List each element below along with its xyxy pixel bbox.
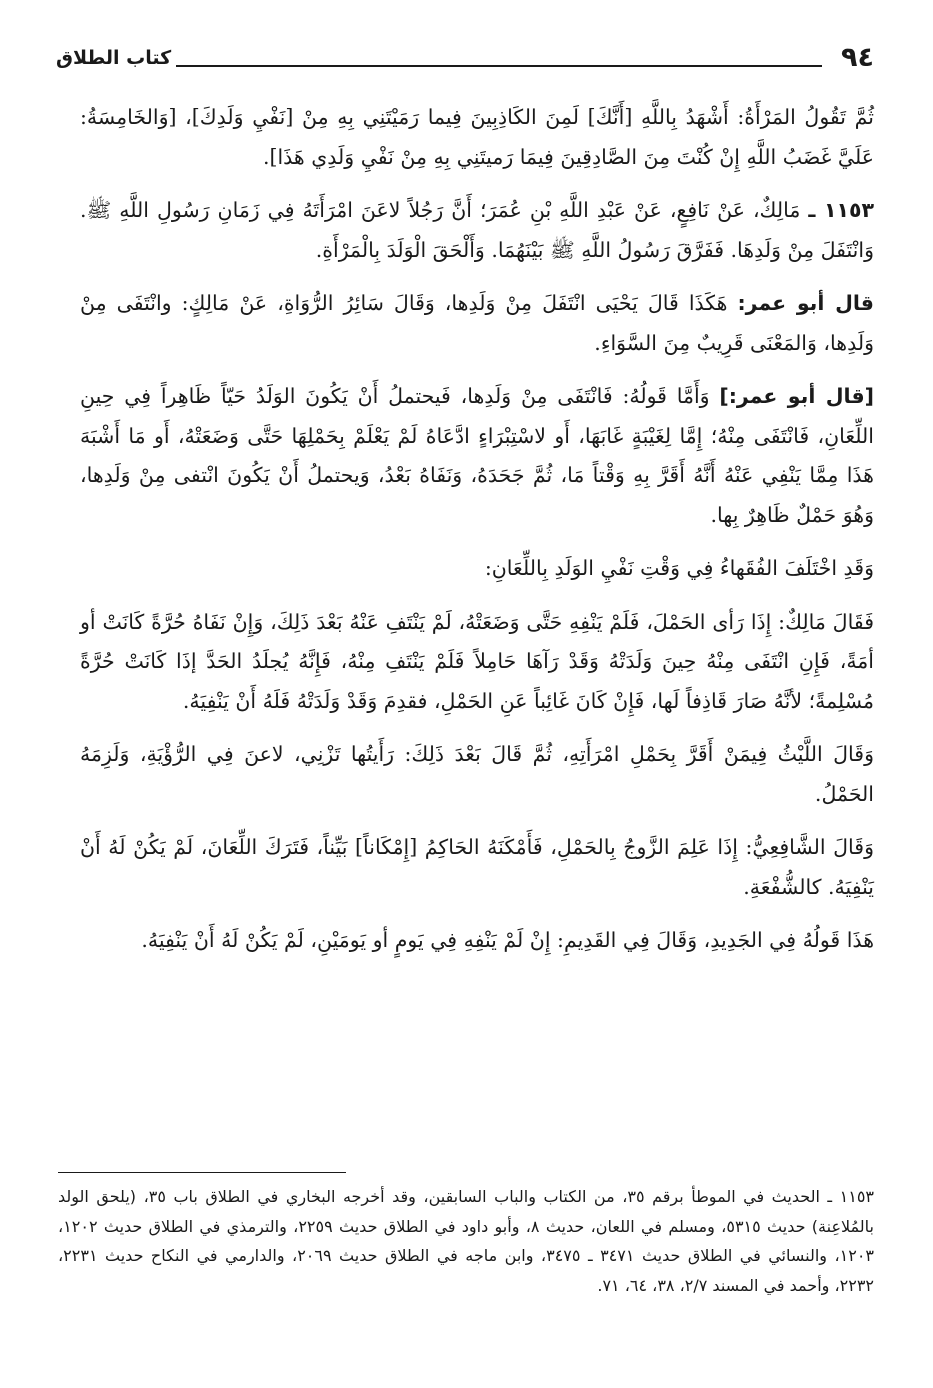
paragraph (80, 735, 874, 814)
paragraph (80, 828, 874, 907)
paragraph-text: ثُمَّ تَقُولُ المَرْأَةُ: أَشْهَدُ بِاللَّهِ [أَنَّكَ] لَمِنَ الكَاذِبِينَ فِيما رَمَيْتَنِي بِهِ مِنْ [نَفْيِ وَلَدِكَ]، [وَالخَامِسَةُ: عَلَيَّ غَضَبُ اللَّهِ إِنْ كُنْتَ مِنَ الصَّادِقِينَ فِيمَا رَميتَنِي بِهِ مِنْ نَفْيِ وَلَدِي هَذَا]. (80, 105, 874, 169)
footnote: ١١٥٣ ـ الحديث في الموطأ برقم ٣٥، من الكتاب والباب السابقين، وقد أخرجه البخاري في الطلاق باب ٣٥، (يلحق الولد بالمُلاعِنة) حديث ٥٣١٥، ومسلم في اللعان، حديث ٨، وأبو داود في الطلاق حديث ٢٢٥٩، والترمذي في الطلاق حديث ١٢٠٢، ١٢٠٣، والنسائي في الطلاق حديث ٣٤٧١ ـ ٣٤٧٥، وابن ماجه في الطلاق حديث ٢٠٦٩، والدارمي في النكاح حديث ٢٢٣١، ٢٢٣٢، وأحمد في المسند ٢/٧، ٣٨، ٦٤، ٧١. (58, 1187, 875, 1295)
hadith-paragraph (80, 191, 874, 270)
paragraph-text: وَقَالَ اللَّيْثُ فِيمَنْ أَقَرَّ بِحَمْلِ امْرَأَتِهِ، ثُمَّ قَالَ بَعْدَ ذَلِكَ: رَأَيتُها تَزْنِي، لاعنَ فِي الرُّؤْيَةِ، وَلَزِمَهُ الحَمْلُ. (80, 742, 874, 806)
paragraph-text: فَقَالَ مَالِكٌ: إِذَا رَأى الحَمْلَ، فَلَمْ يَنْفِهِ حَتَّى وَضَعَتْهُ، لَمْ يَنْتَفِ عَنْهُ بَعْدَ ذَلِكَ، وَإِنْ نَفَاهُ حُرَّةً كَانَتْ أو أمَةً، فَإِنِ انْتَفَى مِنْهُ حِينَ وَلَدَتْهُ وَقَدْ رَآهَا حَامِلاً فَلَمْ يَنْتَفِ مِنْهُ، فَإِنَّهُ يُجلَدُ الحَدَّ إذَا كَانَتْ حُرَّةً مُسْلِمةً؛ لأنَّهُ صَارَ قَاذِفاً لَها، فَإِنْ كَانَ غَائِباً عَنِ الحَمْلِ، فقدِمَ وَقَدْ وَلَدَتْهُ فَلَهُ أَنْ يَنْفِيَهُ. (80, 609, 874, 713)
paragraph-text: هَذَا قَولُهُ فِي الجَدِيدِ، وَقَالَ فِي القَدِيمِ: إِنْ لَمْ يَنْفِهِ فِي يَومٍ أو يَومَيْنِ، لَمْ يَكُنْ لَهُ أَنْ يَنْفِيَهُ. (141, 928, 874, 952)
book-title: كتاب الطلاق (56, 47, 172, 69)
paragraph-lead: [قال أبو عمر:] (719, 384, 874, 408)
paragraph-text: وَقَالَ الشَّافِعِيُّ: إِذَا عَلِمَ الزَّوجُ بِالحَمْلِ، فَأَمْكَنَهُ الحَاكِمُ [إِمْكَاناً] بَيِّناً، فَتَرَكَ اللِّعَانَ، لَمْ يَكُنْ لَهُ أَنْ يَنْفِيَهُ. كالشُّفْعَةِ. (80, 835, 874, 899)
hadith-number: ١١٥٣ ـ (808, 198, 874, 222)
paragraph-text: مَالِكٌ، عَنْ نَافِعٍ، عَنْ عَبْدِ اللَّهِ بْنِ عُمَرَ؛ أَنَّ رَجُلاً لاعَنَ امْرَأَتَهُ فِي زَمَانِ رَسُولِ اللَّهِ ﷺ. وَانْتَفَلَ مِنْ وَلَدِهَا. فَفَرَّقَ رَسُولُ اللَّهِ ﷺ بَيْنَهُمَا. وَأَلْحَقَ الْوَلَدَ بِالْمَرْأَةِ. (80, 198, 874, 262)
paragraph-text: وَقَدِ اخْتَلَفَ الفُقَهاءُ فِي وَقْتِ نَفْيِ الوَلَدِ بِاللِّعَانِ: (484, 556, 874, 580)
paragraph (80, 549, 874, 589)
main-text-body (80, 98, 874, 975)
paragraph-text: هَكَذَا قَالَ يَحْيَى انْتَفَلَ مِنْ وَلَدِها، وَقَالَ سَائِرُ الرُّوَاةِ، عَنْ مَالِكٍ: وانْتَفَى مِنْ وَلَدِها، وَالمَعْنَى قَرِيبٌ مِنَ السَّوَاءِ. (80, 291, 874, 355)
header-rule (176, 65, 822, 67)
page-number: ٩٤ (841, 42, 874, 73)
footnotes (58, 1182, 874, 1300)
paragraph (80, 284, 874, 363)
paragraph-text: وَأَمَّا قَولُهُ: فَانْتَفَى مِنْ وَلَدِها، فَيحتملُ أَنْ يَكُونَ الوَلَدُ حَيّاً ظَاهِراً فِي حِينِ اللِّعَانِ، فَانْتَفَى مِنْهُ؛ إِمَّا لِغَيْبَةٍ غَابَهَا، أَو لاسْتِبْرَاءٍ ادَّعَاهُ لَمْ يَعْلَمْ بِحَمْلِهَا حَتَّى وَضَعَتْهُ، أَو مَا أَشْبَهَ هَذَا مِمَّا يَنْفِي عَنْهُ أَنَّهُ أَقَرَّ بِهِ وَقْتاً مَا، ثُمَّ جَحَدَهُ، وَنَفَاهُ بَعْدُ، وَيحتملُ أَنْ يَكُونَ انْتفى مِنْ وَلَدِها، وَهُوَ حَمْلٌ ظَاهِرٌ بِها. (80, 384, 874, 527)
paragraph (80, 377, 874, 535)
running-header (56, 38, 874, 78)
paragraph (80, 98, 874, 177)
footnote-separator (58, 1172, 346, 1173)
paragraph (80, 603, 874, 722)
paragraph-lead: قال أبو عمر: (737, 291, 874, 315)
paragraph (80, 921, 874, 961)
